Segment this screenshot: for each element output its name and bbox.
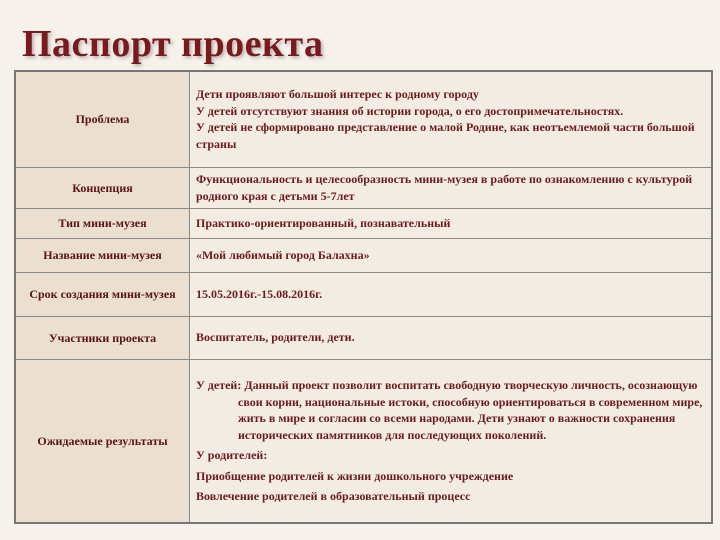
value-name: «Мой любимый город Балахна» bbox=[190, 238, 713, 272]
value-problem bbox=[190, 71, 713, 167]
project-passport-table bbox=[14, 70, 713, 524]
results-children: У детей: Данный проект позволит воспитать свободную творческую личность, осознающую свои корни, национальные истоки, способную ориентироваться в современном мире, жить в мире и согласии со всеми народами. Дети узнают о важности сохранения исторических памятников для последующих поколений. bbox=[196, 378, 703, 442]
table-row-results bbox=[15, 359, 712, 523]
value-results bbox=[190, 359, 713, 523]
value-participants: Воспитатель, родители, дети. bbox=[190, 316, 713, 359]
problem-line-1: Дети проявляют большой интерес к родному городу bbox=[196, 87, 479, 102]
label-results: Ожидаемые результаты bbox=[15, 359, 190, 523]
label-problem: Проблема bbox=[15, 71, 190, 167]
table-row-period bbox=[15, 272, 712, 316]
table-row-problem bbox=[15, 71, 712, 167]
label-participants: Участники проекта bbox=[15, 316, 190, 359]
value-type: Практико-ориентированный, познавательный bbox=[190, 208, 713, 238]
results-parents-1: Приобщение родителей к жизни дошкольного учреждение bbox=[196, 468, 514, 483]
table-row-type bbox=[15, 208, 712, 238]
value-concept: Функциональность и целесообразность мини-музея в работе по ознакомлению с культурой родного края с детьми 5-7лет bbox=[190, 167, 713, 208]
table-row-name bbox=[15, 238, 712, 272]
problem-line-2: У детей отсутствуют знания об истории города, о его достопримечательностях. bbox=[196, 103, 624, 118]
value-period: 15.05.2016г.-15.08.2016г. bbox=[190, 272, 713, 316]
label-type: Тип мини-музея bbox=[15, 208, 190, 238]
page-title: Паспорт проекта bbox=[22, 23, 324, 65]
table-row-concept bbox=[15, 167, 712, 208]
results-parents-2: Вовлечение родителей в образовательный процесс bbox=[196, 489, 471, 503]
label-concept: Концепция bbox=[15, 167, 190, 208]
results-parents-heading: У родителей: bbox=[196, 448, 268, 462]
label-name: Название мини-музея bbox=[15, 238, 190, 272]
table-row-participants bbox=[15, 316, 712, 359]
label-period: Срок создания мини-музея bbox=[15, 272, 190, 316]
problem-line-3: У детей не сформировано представление о малой Родине, как неотъемлемой части большой страны bbox=[196, 120, 695, 151]
